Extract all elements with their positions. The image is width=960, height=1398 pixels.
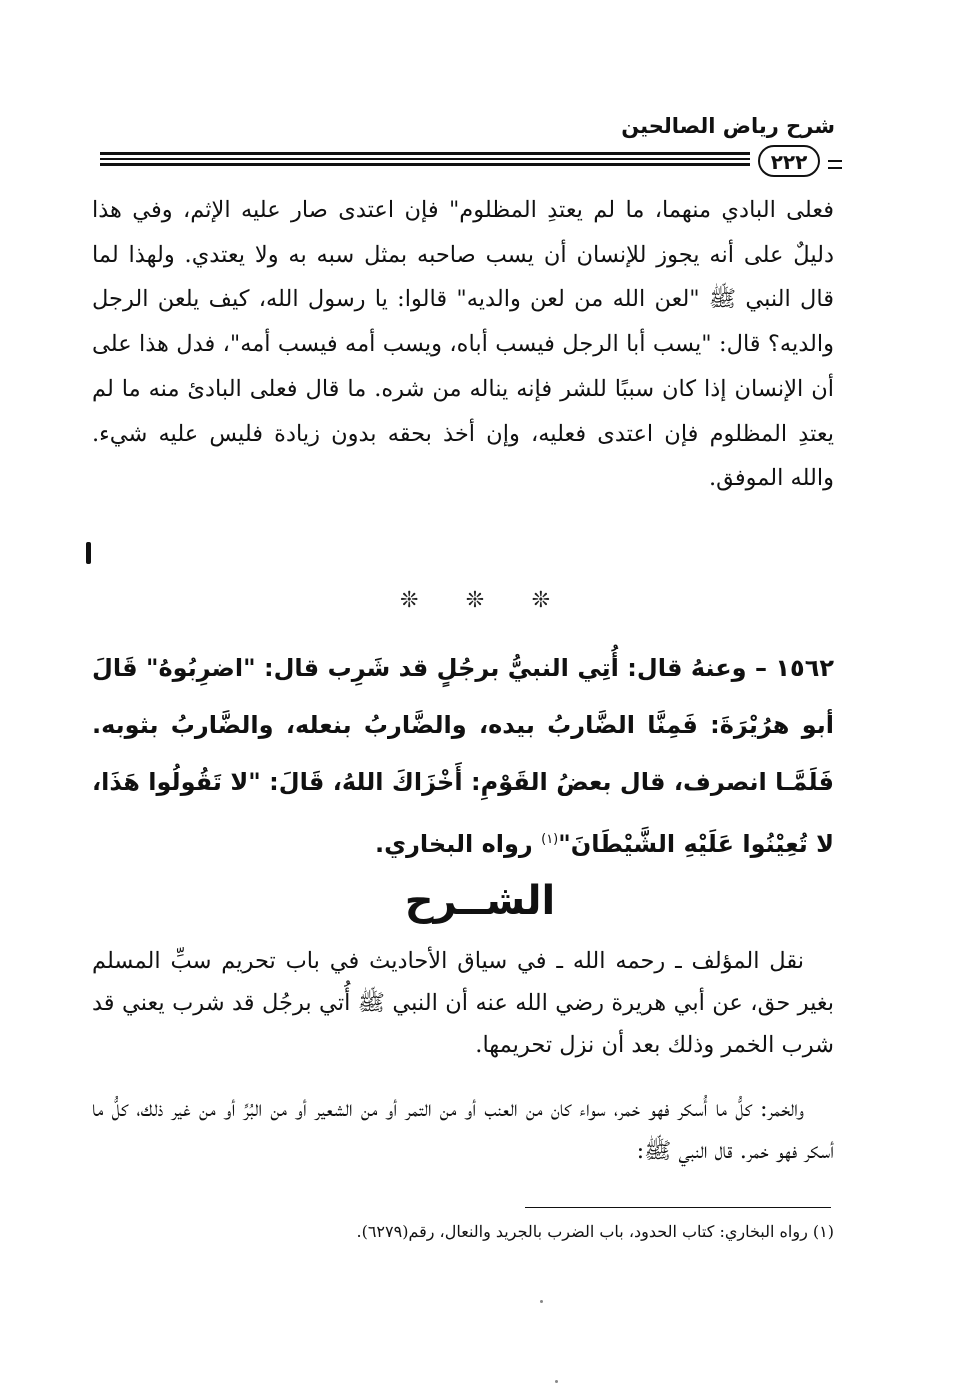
hadith-text — [92, 640, 834, 873]
header-rule — [100, 152, 750, 155]
footnote: (١) رواه البخاري: كتاب الحدود، باب الضرب بالجريد والنعال، رقم(٦٢٧٩). — [356, 1222, 834, 1241]
separator-star: ❊ — [531, 588, 550, 613]
running-title: شرح رياض الصالحين — [621, 114, 835, 138]
separator-star: ❊ — [465, 588, 485, 613]
scan-speck — [555, 1380, 558, 1383]
hadith-source: رواه البخاري. — [374, 830, 542, 858]
body-paragraph: فعلى البادي منهما، ما لم يعتدِ المظلوم" فإن اعتدى صار عليه الإثم، وفي هذا دليلٌ على أنه يجوز للإنسان أن يسب صاحبه بمثل سبه به ولا يعتدي. ولهذا لما قال النبي ﷺ "لعن الله من لعن والديه" قالوا: يا رسول الله، كيف يلعن الرجل والديه؟ قال: "يسب أبا الرجل فيسب أباه، ويسب أمه فيسب أمه"، فدل هذا على أن الإنسان إذا كان سببًا للشر فإنه يناله من شره. ما قال فعلى البادئ منه ما لم يعتدِ المظلوم فإن اعتدى فعليه، وإن أخذ بحقه بدون زيادة فليس عليه شيء. والله الموفق. — [92, 197, 834, 492]
hadith-body: ١٥٦٢ – وعنهُ قال: أُتِي النبيُّ برجُلٍ قد شَرِب قال: "اضرِبُوهُ" قَالَ أبو هرُيْرَةَ: فَمِنَّا الضَّاربُ بيده، والضَّاربُ بنعله، والضَّاربُ بثوبه. فَلَمَّـا انصرف، قال بعضُ القَوْمِ: أَخْزَاكَ اللهُ، قَالَ: "لا تَقُولُوا هَذَا، لا تُعِيْنُوا عَلَيْهِ الشَّيْطَانَ" — [92, 654, 834, 858]
footnote-reference: (١) — [541, 832, 559, 847]
footnote-rule — [525, 1207, 831, 1208]
scan-speck — [540, 1300, 543, 1303]
commentary-paragraph: والخمر: كلُّ ما أُسكر فهو خمر، سواء كان من العنب أو من التمر أو من الشعير أو من البُرِّ أو من غير ذلك، كلُّ ما أسكر فهو خمر. قال النبي ﷺ: — [92, 1096, 834, 1164]
margin-mark — [86, 542, 91, 564]
separator-star: ❊ — [400, 588, 419, 613]
header-rule — [100, 163, 750, 166]
page-number-ornament — [828, 160, 842, 169]
section-heading: الشــرح — [404, 878, 556, 924]
header-rule — [100, 158, 750, 160]
commentary-paragraph: نقل المؤلف ـ رحمه الله ـ في سياق الأحاديث في باب تحريم سبِّ المسلم بغير حق، عن أبي هريرة رضي الله عنه أن النبي ﷺ أُتي برجُل قد شرب يعني قد شرب الخمر وذلك بعد أن نزل تحريمها. — [92, 948, 834, 1058]
page-number: ٢٢٢ — [758, 145, 820, 177]
section-separator — [400, 588, 550, 613]
